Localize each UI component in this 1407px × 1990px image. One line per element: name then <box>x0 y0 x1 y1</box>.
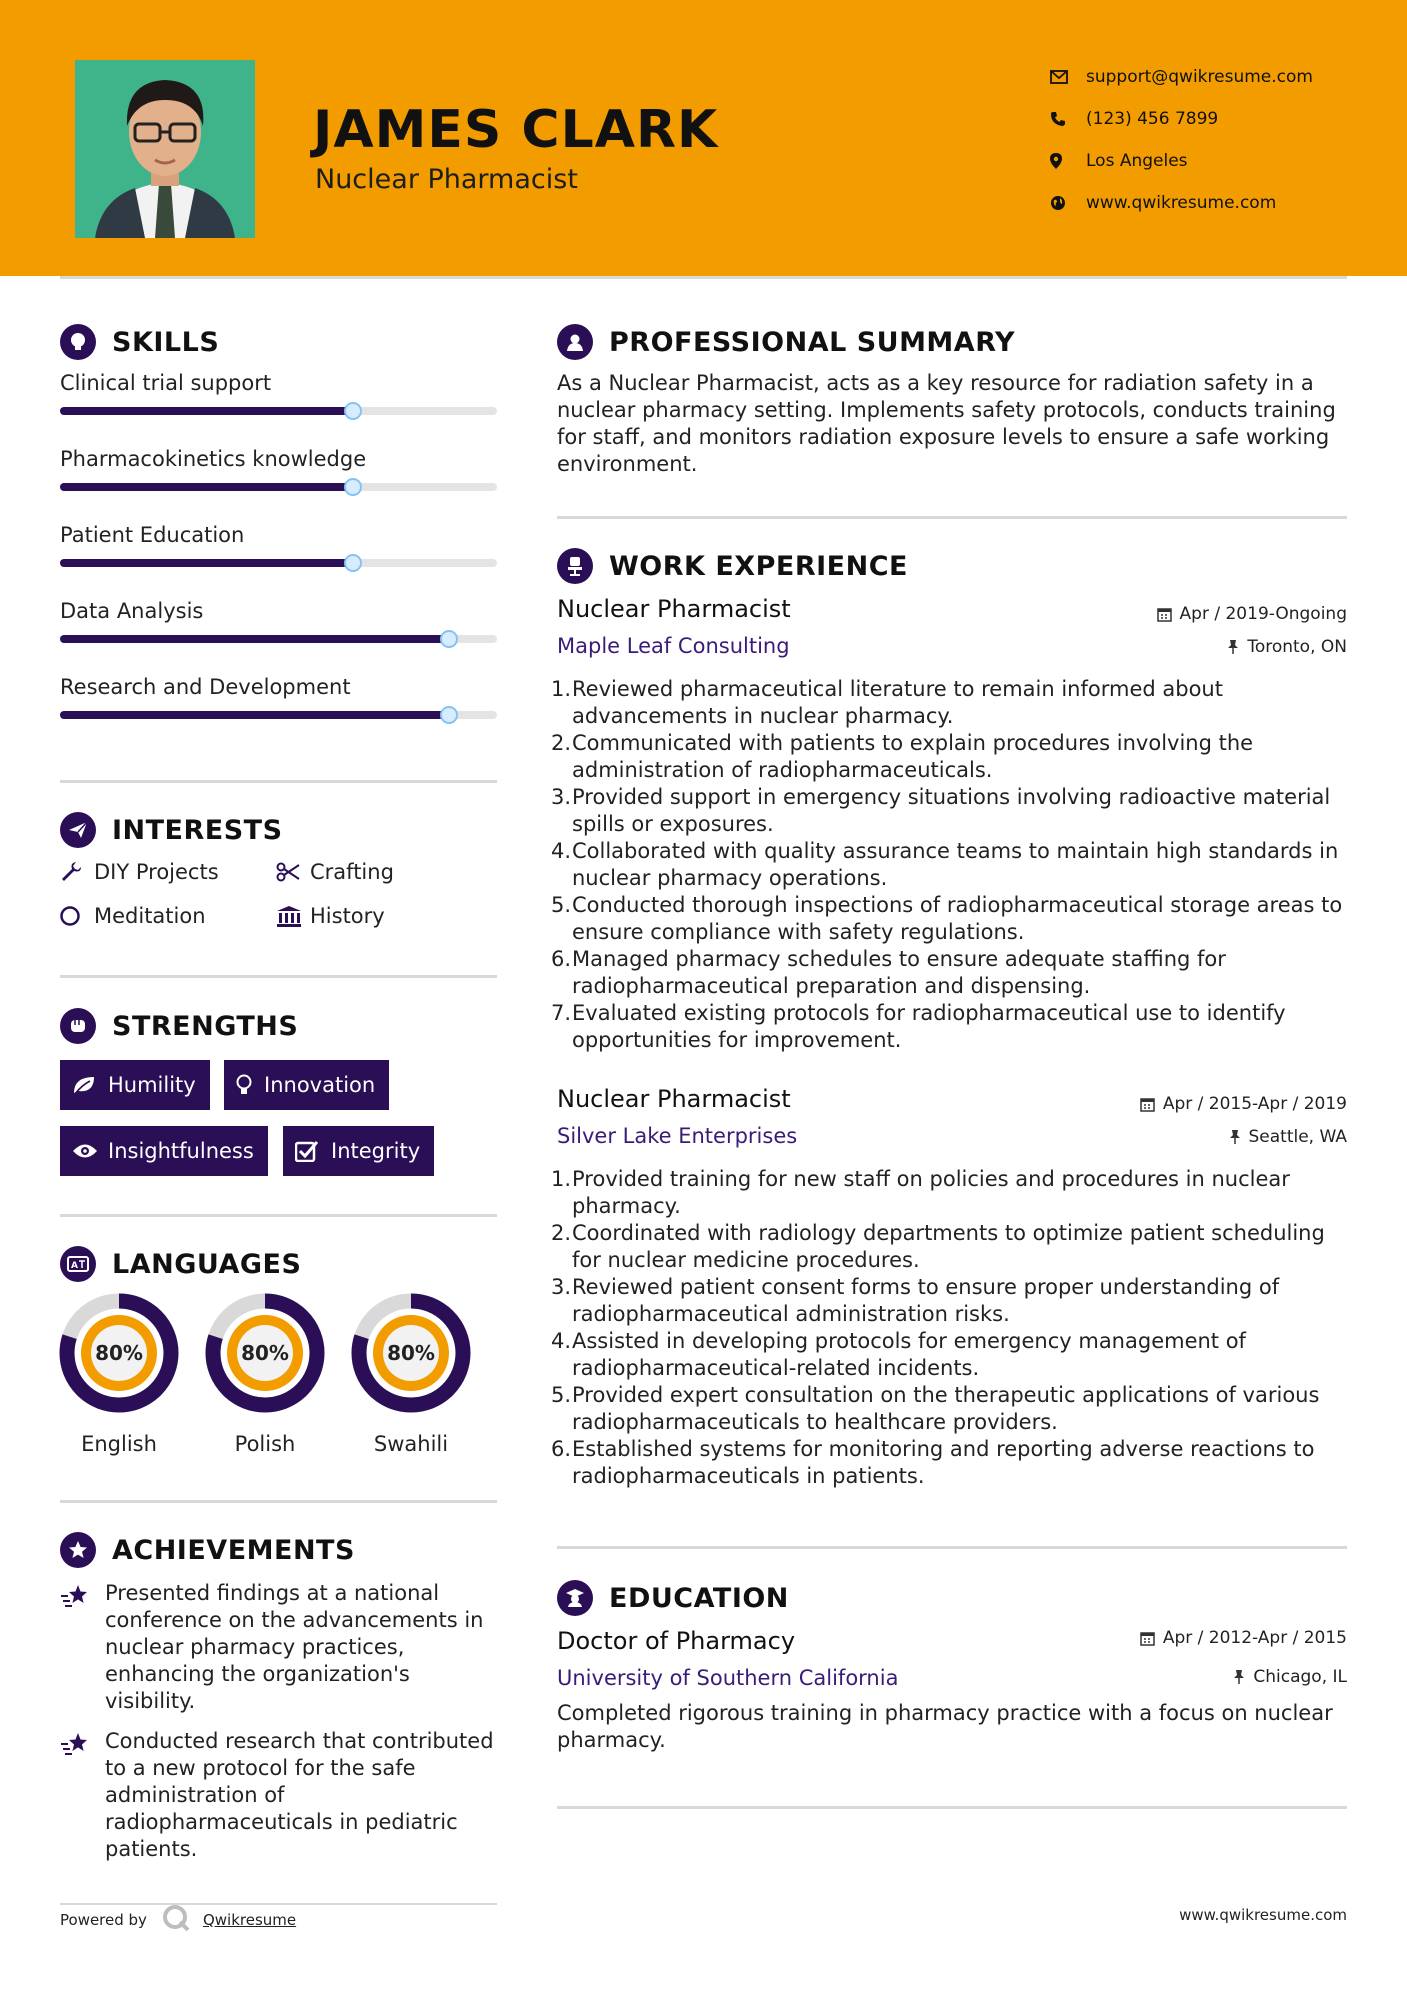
section-divider <box>60 975 497 978</box>
achievement-text: Presented findings at a national conference on the advancements in nuclear pharmacy practices, enhancing the organization's visibility. <box>105 1581 484 1713</box>
list-item: 4. Assisted in developing protocols for emergency management of radiopharmaceutical-related incidents. <box>551 1329 1246 1380</box>
skill-bar-track <box>60 635 497 643</box>
pushpin-icon <box>1229 1129 1241 1145</box>
profile-photo <box>75 60 255 238</box>
summary-heading: PROFESSIONAL SUMMARY <box>557 322 1015 362</box>
education-dates: Apr / 2012-Apr / 2015 <box>1140 1628 1347 1648</box>
language-ring <box>350 1292 472 1414</box>
checkbox-icon <box>295 1139 331 1163</box>
strength-badge: Innovation <box>224 1060 389 1110</box>
skill-name: Patient Education <box>60 523 245 547</box>
phone-text: (123) 456 7899 <box>1086 109 1219 129</box>
skill-bar-track <box>60 711 497 719</box>
degree-name: Doctor of Pharmacy <box>557 1627 796 1655</box>
skill-bar-knob <box>440 630 458 648</box>
list-item: 6. Managed pharmacy schedules to ensure adequate staffing for radiopharmaceutical preparation and dispensing. <box>551 947 1226 998</box>
interest-item: History <box>276 904 385 928</box>
skill-bar-fill <box>60 711 449 719</box>
lightbulb-icon <box>236 1073 264 1097</box>
skill-item <box>60 675 497 699</box>
interest-item: Crafting <box>276 860 394 884</box>
company-name: Maple Leaf Consulting <box>557 634 790 658</box>
lightbulb-icon <box>60 324 96 360</box>
skill-item <box>60 371 497 395</box>
list-item: 5. Provided expert consultation on the therapeutic applications of various radiopharmaceuticals to healthcare providers. <box>551 1383 1320 1434</box>
language-item <box>204 1292 326 1456</box>
office-chair-icon <box>557 548 593 584</box>
skill-bar-knob <box>440 706 458 724</box>
pushpin-icon <box>1233 1669 1245 1685</box>
job-dates: Apr / 2019-Ongoing <box>1157 604 1347 624</box>
education-location: Chicago, IL <box>1233 1667 1347 1687</box>
location-text: Los Angeles <box>1086 151 1188 171</box>
skill-name: Research and Development <box>60 675 351 699</box>
list-item: 1. Provided training for new staff on policies and procedures in nuclear pharmacy. <box>551 1167 1290 1218</box>
skill-name: Data Analysis <box>60 599 204 623</box>
email-text: support@qwikresume.com <box>1086 67 1313 87</box>
section-divider <box>557 1806 1347 1809</box>
skill-bar-knob <box>344 554 362 572</box>
language-item <box>58 1292 180 1456</box>
interests-heading: INTERESTS <box>60 810 283 850</box>
interest-item: Meditation <box>60 904 206 928</box>
strength-badge: Integrity <box>283 1126 434 1176</box>
skill-bar-track <box>60 407 497 415</box>
strength-badge: Humility <box>60 1060 210 1110</box>
language-ring <box>58 1292 180 1414</box>
skill-bar-fill <box>60 559 353 567</box>
candidate-name: JAMES CLARK <box>313 100 719 160</box>
achievement-item <box>60 1580 500 1715</box>
globe-icon <box>1050 193 1086 213</box>
contact-email[interactable] <box>1050 56 1313 98</box>
map-pin-icon <box>1050 151 1086 171</box>
calendar-icon <box>1140 1097 1155 1112</box>
education-description: Completed rigorous training in pharmacy practice with a focus on nuclear pharmacy. <box>557 1701 1333 1752</box>
section-divider <box>557 516 1347 519</box>
language-icon <box>60 1246 96 1282</box>
skill-name: Pharmacokinetics knowledge <box>60 447 367 471</box>
contact-list <box>1050 56 1313 224</box>
language-name: English <box>81 1432 157 1456</box>
skill-bar-fill <box>60 483 353 491</box>
strengths-heading: STRENGTHS <box>60 1006 298 1046</box>
qwikresume-logo-icon <box>161 1903 191 1937</box>
company-name: Silver Lake Enterprises <box>557 1124 798 1148</box>
experience-heading: WORK EXPERIENCE <box>557 546 908 586</box>
skill-item <box>60 447 497 471</box>
skill-bar-knob <box>344 478 362 496</box>
skill-name: Clinical trial support <box>60 371 272 395</box>
language-ring <box>204 1292 326 1414</box>
achievements-heading: ACHIEVEMENTS <box>60 1530 355 1570</box>
list-item: 3. Reviewed patient consent forms to ensure proper understanding of radiopharmaceutical administration risks. <box>551 1275 1280 1326</box>
job-dates: Apr / 2015-Apr / 2019 <box>1140 1094 1347 1114</box>
website-text: www.qwikresume.com <box>1086 193 1277 213</box>
calendar-icon <box>1157 607 1172 622</box>
shooting-star-icon <box>60 1728 105 1863</box>
star-badge-icon <box>60 1532 96 1568</box>
achievement-item <box>60 1728 500 1863</box>
footer-website-link[interactable]: www.qwikresume.com <box>1179 1906 1347 1924</box>
list-item: 4. Collaborated with quality assurance teams to maintain high standards in nuclear pharmacy operations. <box>551 839 1339 890</box>
job-role: Nuclear Pharmacist <box>557 1085 791 1113</box>
section-divider <box>60 1214 497 1217</box>
resume-header <box>0 0 1407 276</box>
candidate-title: Nuclear Pharmacist <box>315 164 578 195</box>
user-icon <box>557 324 593 360</box>
section-divider <box>60 1500 497 1503</box>
responsibility-list <box>551 1166 1347 1490</box>
school-name: University of Southern California <box>557 1666 899 1690</box>
svg-text:A: A <box>71 1261 78 1271</box>
qwikresume-link[interactable]: Qwikresume <box>202 1911 297 1929</box>
interest-item: DIY Projects <box>60 860 219 884</box>
calendar-icon <box>1140 1631 1155 1646</box>
language-percent: 80% <box>241 1341 289 1365</box>
languages-heading: A LANGUAGES <box>60 1244 301 1284</box>
scissors-icon <box>276 860 310 884</box>
strength-badge: Insightfulness <box>60 1126 268 1176</box>
achievement-text: Conducted research that contributed to a new protocol for the safe administration of radiopharmaceuticals in pediatric patients. <box>105 1729 494 1861</box>
paper-plane-icon <box>60 812 96 848</box>
section-divider <box>60 780 497 783</box>
list-item: 2. Communicated with patients to explain procedures involving the administration of radiopharmaceuticals. <box>551 731 1254 782</box>
list-item: 6. Established systems for monitoring and reporting adverse reactions to radiopharmaceuticals in patients. <box>551 1437 1315 1488</box>
summary-text: As a Nuclear Pharmacist, acts as a key resource for radiation safety in a nuclear pharmacy setting. Implements safety protocols, conducts training for staff, and monitors radiation exposure levels to ensure a safe working environment. <box>557 371 1336 476</box>
pushpin-icon <box>1227 639 1239 655</box>
job-location: Toronto, ON <box>1227 637 1347 657</box>
graduate-icon <box>557 1580 593 1616</box>
list-item: 1. Reviewed pharmaceutical literature to remain informed about advancements in nuclear pharmacy. <box>551 677 1223 728</box>
museum-icon <box>276 904 310 928</box>
skill-bar-fill <box>60 635 449 643</box>
skill-bar-track <box>60 483 497 491</box>
powered-by: Powered by Qwikresume <box>60 1903 296 1937</box>
section-divider <box>557 1546 1347 1549</box>
phone-icon <box>1050 109 1086 129</box>
responsibility-list <box>551 676 1347 1054</box>
job-role: Nuclear Pharmacist <box>557 595 791 623</box>
contact-phone[interactable] <box>1050 98 1313 140</box>
skill-item <box>60 523 497 547</box>
language-item <box>350 1292 472 1456</box>
list-item: 5. Conducted thorough inspections of radiopharmaceutical storage areas to ensure compliance with safety regulations. <box>551 893 1343 944</box>
contact-website[interactable] <box>1050 182 1313 224</box>
education-heading: EDUCATION <box>557 1578 789 1618</box>
circle-icon <box>60 904 94 928</box>
contact-location <box>1050 140 1313 182</box>
list-item: 3. Provided support in emergency situations involving radioactive material spills or exposures. <box>551 785 1331 836</box>
language-percent: 80% <box>387 1341 435 1365</box>
eye-icon <box>72 1139 108 1163</box>
list-item: 2. Coordinated with radiology departments to optimize patient scheduling for nuclear medicine procedures. <box>551 1221 1325 1272</box>
fist-icon <box>60 1008 96 1044</box>
skill-bar-track <box>60 559 497 567</box>
list-item: 7. Evaluated existing protocols for radiopharmaceutical use to identify opportunities for improvement. <box>551 1001 1286 1052</box>
header-divider <box>60 276 1347 279</box>
language-percent: 80% <box>95 1341 143 1365</box>
wrench-icon <box>60 860 94 884</box>
envelope-icon <box>1050 67 1086 87</box>
language-name: Swahili <box>373 1432 449 1456</box>
skills-heading: SKILLS <box>60 322 219 362</box>
shooting-star-icon <box>60 1580 105 1715</box>
language-name: Polish <box>234 1432 296 1456</box>
skill-item <box>60 599 497 623</box>
leaf-icon <box>72 1073 108 1097</box>
skill-bar-fill <box>60 407 353 415</box>
skill-bar-knob <box>344 402 362 420</box>
job-location: Seattle, WA <box>1229 1127 1348 1147</box>
